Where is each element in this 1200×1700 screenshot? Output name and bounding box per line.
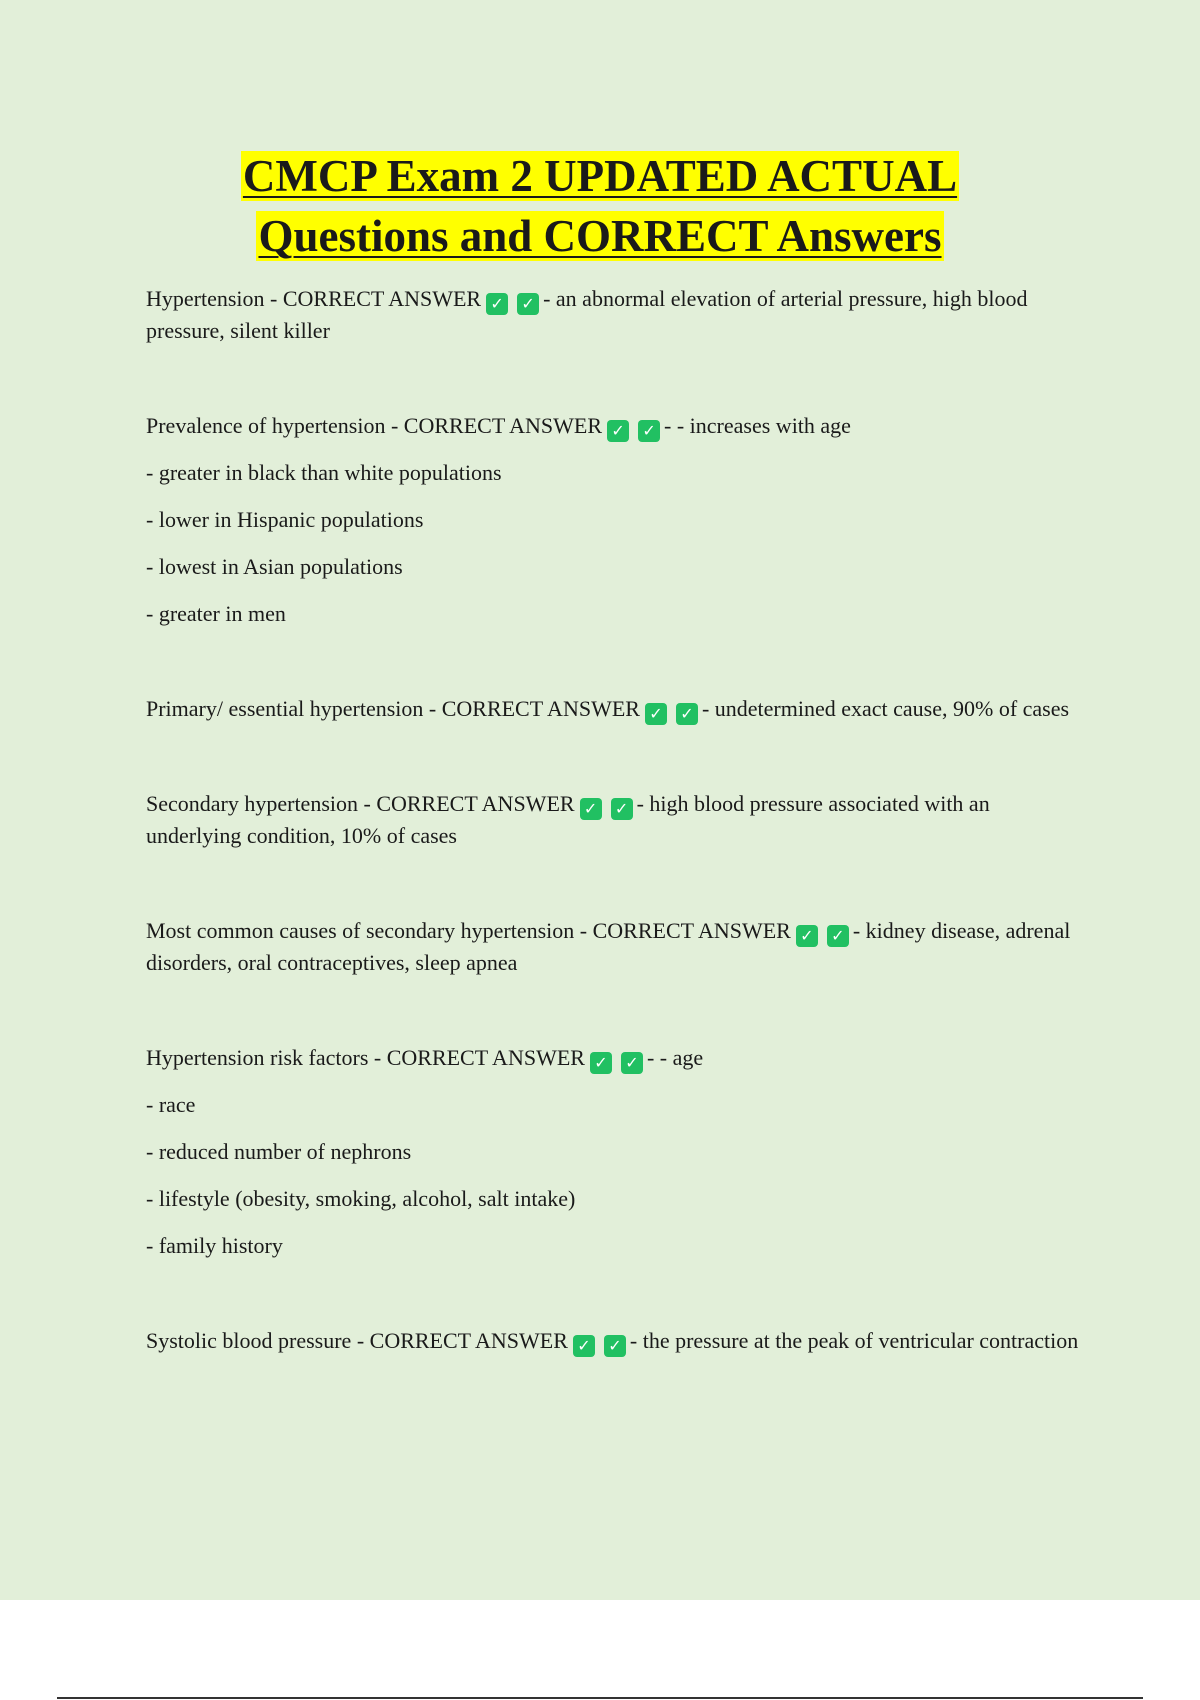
check-box-icon: ✓ xyxy=(486,293,508,315)
qa-answer: - high blood pressure associated with an underlying condition, 10% of cases xyxy=(146,791,990,848)
qa-question xyxy=(146,1042,1086,1074)
qa-question xyxy=(146,693,1086,725)
qa-question xyxy=(146,915,1086,979)
qa-answer: - - age xyxy=(646,1045,704,1070)
qa-term: Hypertension - CORRECT ANSWER xyxy=(146,286,482,311)
check-box-icon: ✓ xyxy=(607,420,629,442)
qa-question xyxy=(146,283,1086,347)
qa-question xyxy=(146,410,1086,442)
qa-term: Secondary hypertension - CORRECT ANSWER xyxy=(146,791,575,816)
check-box-icon: ✓ xyxy=(827,925,849,947)
check-box-icon: ✓ xyxy=(580,798,602,820)
qa-entry xyxy=(146,915,1086,979)
check-box-icon: ✓ xyxy=(645,703,667,725)
qa-answer: - kidney disease, adrenal disorders, oral contraceptives, sleep apnea xyxy=(146,918,1071,975)
qa-answer: - the pressure at the peak of ventricular contraction xyxy=(629,1328,1079,1353)
check-box-icon: ✓ xyxy=(638,420,660,442)
check-box-icon: ✓ xyxy=(611,798,633,820)
qa-entry xyxy=(146,283,1086,347)
qa-list xyxy=(146,283,1086,1357)
qa-answer: - undetermined exact cause, 90% of cases xyxy=(701,696,1070,721)
qa-bullet: - reduced number of nephrons xyxy=(146,1139,412,1164)
qa-entry xyxy=(146,693,1086,725)
qa-bullet: - race xyxy=(146,1092,196,1117)
qa-bullet: - greater in black than white populations xyxy=(146,460,502,485)
qa-bullet: - family history xyxy=(146,1233,283,1258)
qa-bullet: - lowest in Asian populations xyxy=(146,554,403,579)
qa-bullet: - lower in Hispanic populations xyxy=(146,507,424,532)
document-title xyxy=(0,146,1200,266)
qa-entry xyxy=(146,1042,1086,1262)
qa-term: Systolic blood pressure - CORRECT ANSWER xyxy=(146,1328,568,1353)
qa-term: Prevalence of hypertension - CORRECT ANSWER xyxy=(146,413,603,438)
qa-term: Hypertension risk factors - CORRECT ANSWER xyxy=(146,1045,585,1070)
footer-divider xyxy=(57,1697,1143,1699)
qa-entry xyxy=(146,410,1086,630)
qa-bullet: - greater in men xyxy=(146,601,286,626)
qa-question xyxy=(146,788,1086,852)
qa-question xyxy=(146,1325,1086,1357)
check-box-icon: ✓ xyxy=(621,1052,643,1074)
check-box-icon: ✓ xyxy=(590,1052,612,1074)
qa-answer: - an abnormal elevation of arterial pressure, high blood pressure, silent killer xyxy=(146,286,1028,343)
title-line-2: Questions and CORRECT Answers xyxy=(258,211,942,261)
qa-bullet: - lifestyle (obesity, smoking, alcohol, salt intake) xyxy=(146,1186,576,1211)
check-box-icon: ✓ xyxy=(573,1335,595,1357)
qa-entry xyxy=(146,1325,1086,1357)
qa-entry xyxy=(146,788,1086,852)
check-box-icon: ✓ xyxy=(517,293,539,315)
check-box-icon: ✓ xyxy=(604,1335,626,1357)
check-box-icon: ✓ xyxy=(676,703,698,725)
check-box-icon: ✓ xyxy=(796,925,818,947)
qa-term: Most common causes of secondary hypertension - CORRECT ANSWER xyxy=(146,918,791,943)
qa-answer: - - increases with age xyxy=(664,413,851,438)
qa-term: Primary/ essential hypertension - CORRECT ANSWER xyxy=(146,696,640,721)
title-line-1: CMCP Exam 2 UPDATED ACTUAL xyxy=(242,151,958,201)
